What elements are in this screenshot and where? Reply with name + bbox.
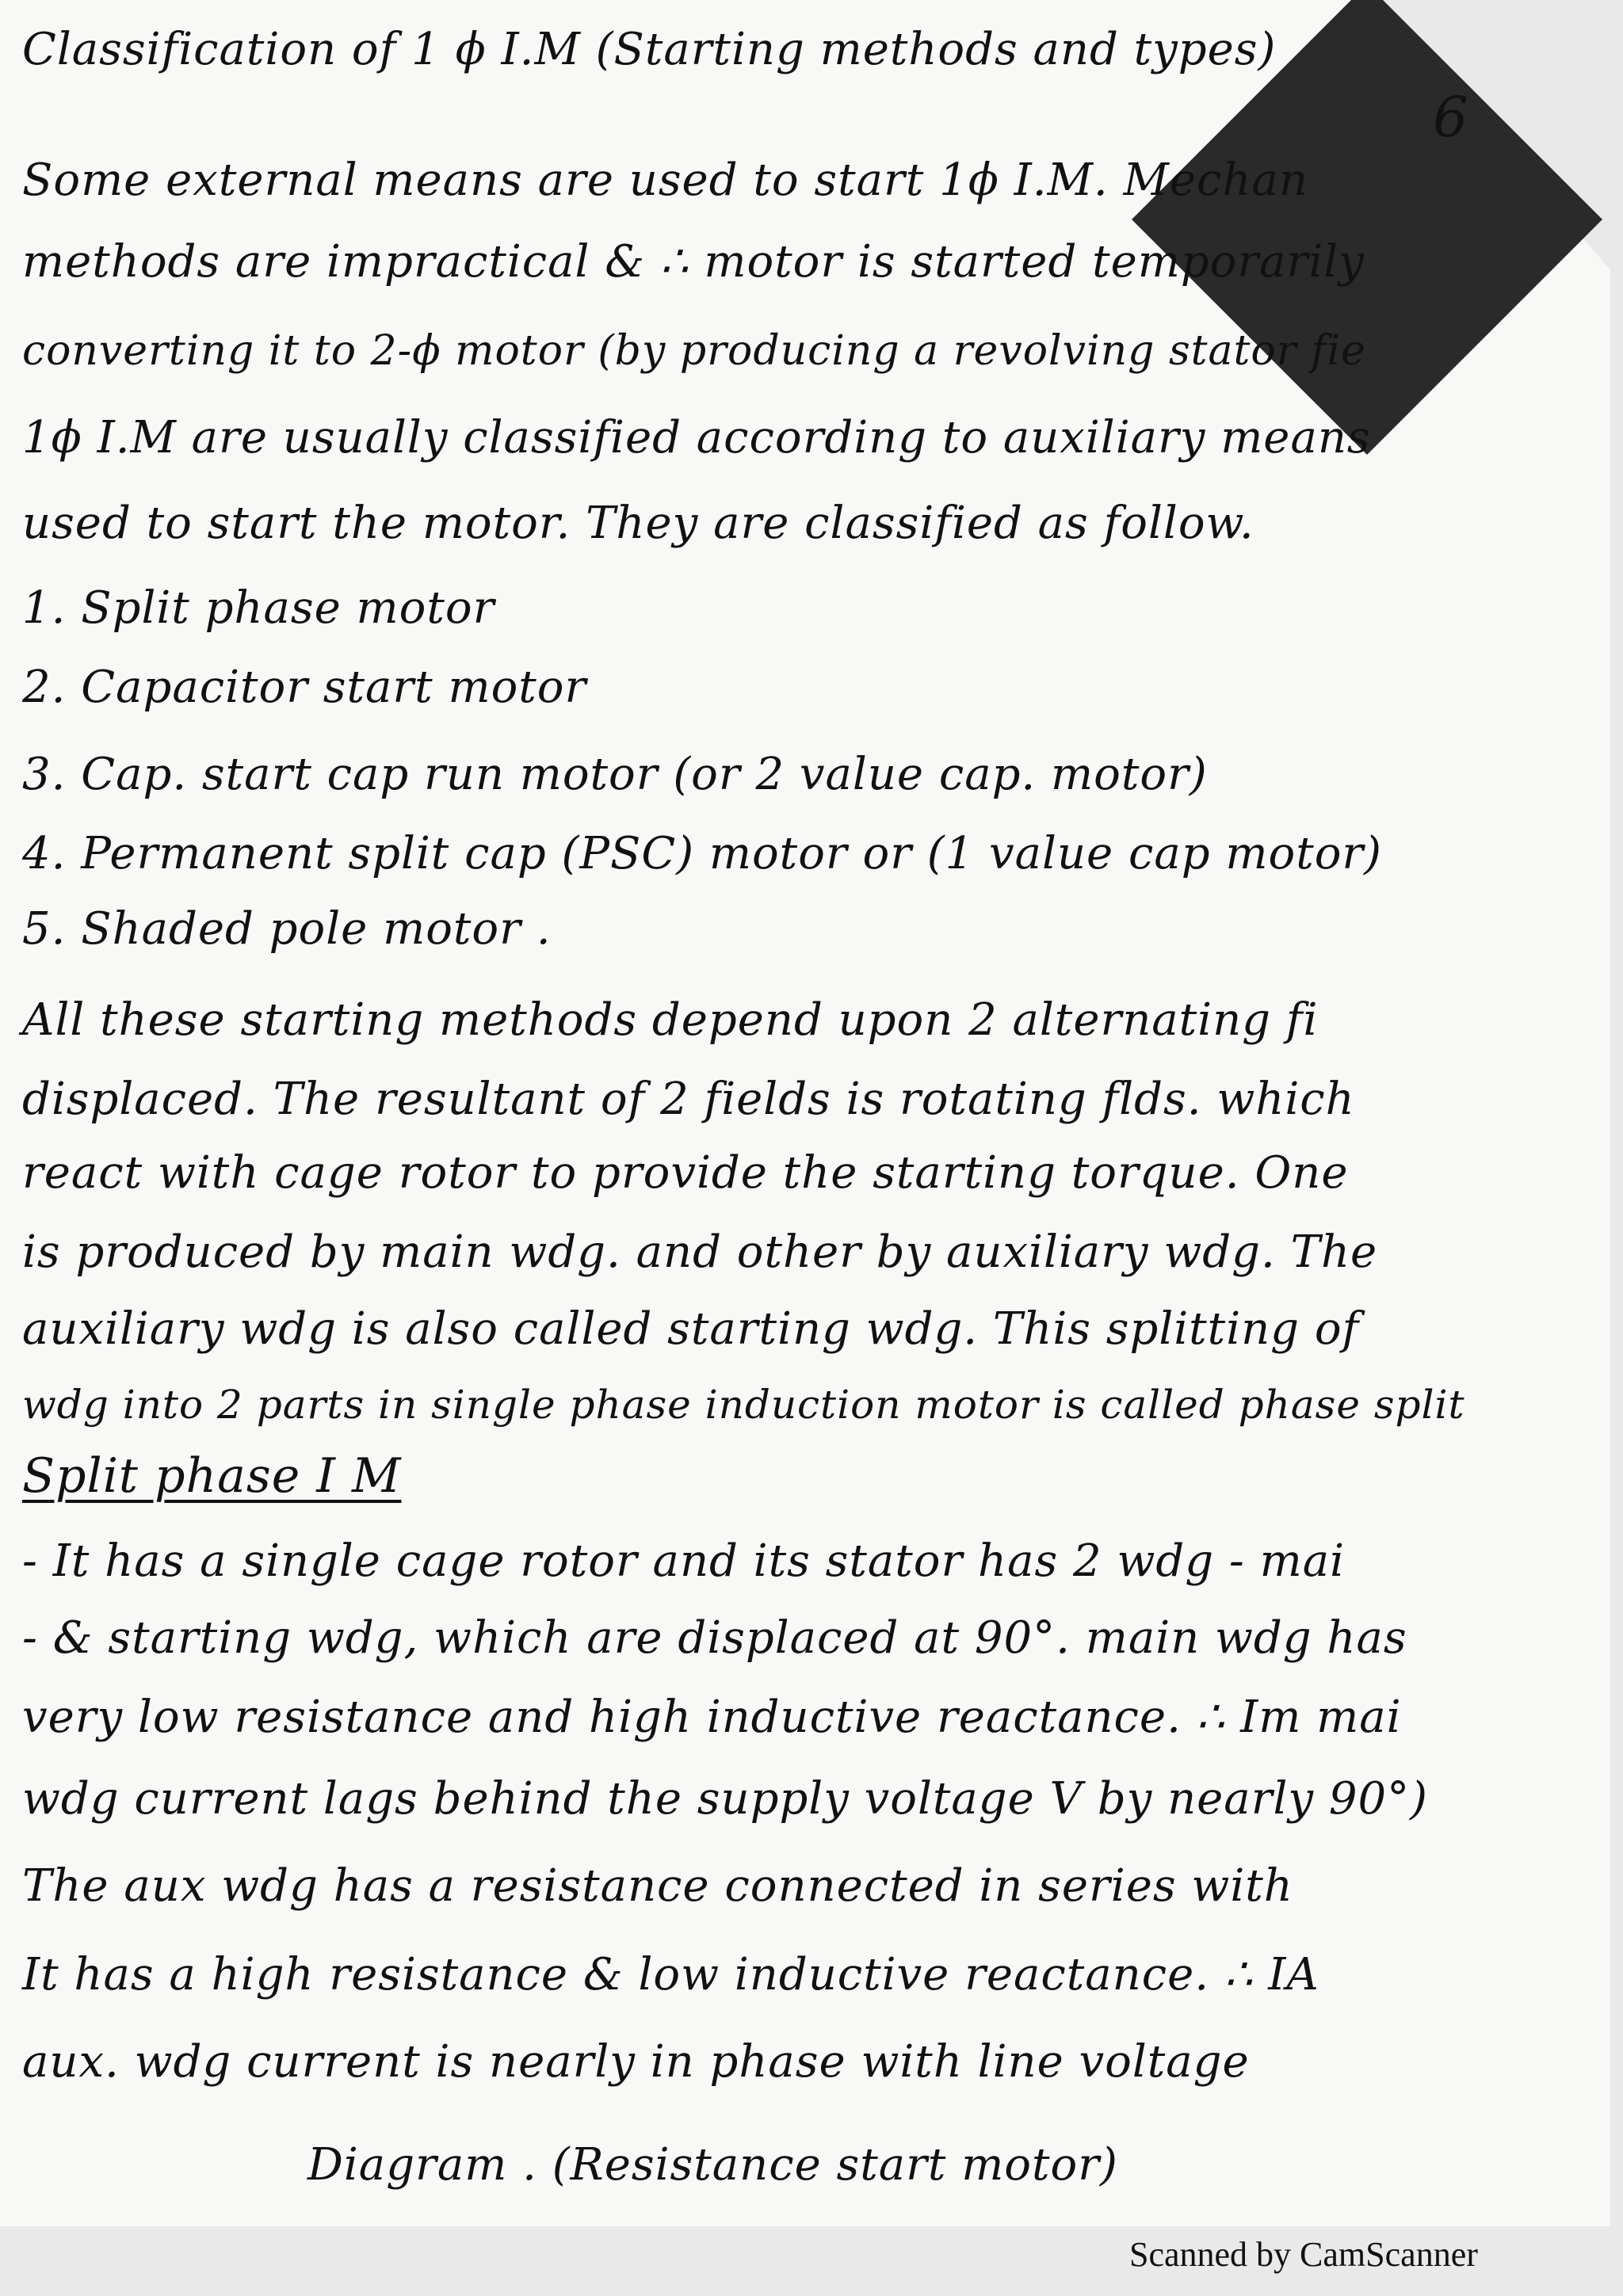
- text-line: displaced. The resultant of 2 fields is rotating flds. which: [22, 1074, 1355, 1125]
- scanner-footer: Scanned by CamScanner: [1129, 2235, 1478, 2274]
- text-line: wdg current lags behind the supply voltage V by nearly 90°): [22, 1773, 1428, 1825]
- text-line: Some external means are used to start 1ϕ I.M. Mechan: [22, 154, 1308, 206]
- text-line: The aux wdg has a resistance connected in series with: [22, 1860, 1293, 1912]
- list-item: 5. Shaded pole motor .: [22, 903, 552, 955]
- text-line: aux. wdg current is nearly in phase with line voltage: [22, 2036, 1250, 2088]
- text-line: 1ϕ I.M are usually classified according to auxiliary means: [22, 412, 1371, 463]
- text-line: - & starting wdg, which are displaced at 90°. main wdg has: [22, 1612, 1407, 1664]
- text-line: very low resistance and high inductive reactance. ∴ Im mai: [22, 1691, 1402, 1743]
- text-line: auxiliary wdg is also called starting wdg. This splitting of: [22, 1303, 1360, 1355]
- diagram-caption: Diagram . (Resistance start motor): [307, 2139, 1118, 2191]
- heading-line: Classification of 1 ϕ I.M (Starting methods and types): [22, 24, 1277, 75]
- text-line: converting it to 2-ϕ motor (by producing a revolving stator fie: [22, 327, 1366, 375]
- list-item: 1. Split phase motor: [22, 582, 495, 634]
- list-item: 4. Permanent split cap (PSC) motor or (1 value cap motor): [22, 828, 1383, 879]
- text-line: wdg into 2 parts in single phase induction motor is called phase split: [22, 1382, 1465, 1428]
- list-item: 3. Cap. start cap run motor (or 2 value cap. motor): [22, 749, 1208, 800]
- text-line: It has a high resistance & low inductive reactance. ∴ IA: [22, 1949, 1319, 2000]
- text-line: used to start the motor. They are classified as follow.: [22, 498, 1254, 549]
- text-line: is produced by main wdg. and other by auxiliary wdg. The: [22, 1226, 1378, 1278]
- text-line: react with cage rotor to provide the starting torque. One: [22, 1147, 1349, 1199]
- list-item: 2. Capacitor start motor: [22, 662, 587, 713]
- section-heading: Split phase I M: [22, 1448, 402, 1504]
- page-number: 6: [1433, 85, 1469, 150]
- text-line: All these starting methods depend upon 2 alternating fi: [22, 994, 1319, 1046]
- text-line: - It has a single cage rotor and its stator has 2 wdg - mai: [22, 1535, 1345, 1587]
- text-line: methods are impractical & ∴ motor is started temporarily: [22, 236, 1365, 288]
